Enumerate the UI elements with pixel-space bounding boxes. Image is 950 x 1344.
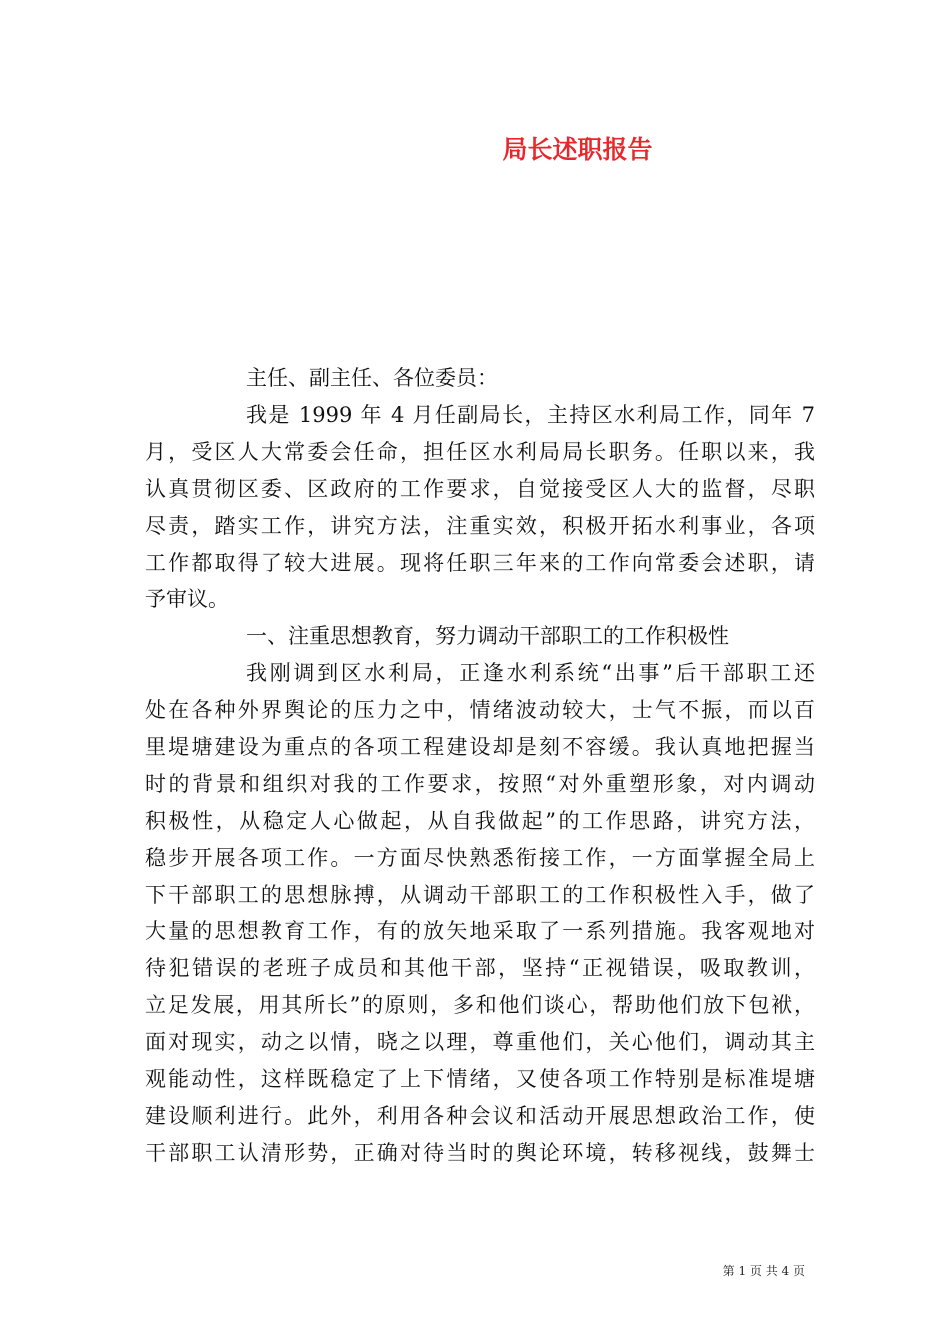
body-line: 面对现实，动之以情，晓之以理，尊重他们，关心他们，调动其主 bbox=[145, 1030, 815, 1055]
body-line: 时的背景和组织对我的工作要求，按照“对外重塑形象，对内调动 bbox=[145, 771, 815, 796]
body-line: 我刚调到区水利局，正逢水利系统“出事”后干部职工还 bbox=[246, 661, 815, 686]
body-line: 待犯错误的老班子成员和其他干部，坚持“正视错误，吸取教训， bbox=[145, 956, 815, 981]
body-line: 立足发展，用其所长”的原则，多和他们谈心，帮助他们放下包袱， bbox=[145, 993, 815, 1018]
body-line: 观能动性，这样既稳定了上下情绪，又使各项工作特别是标准堤塘 bbox=[145, 1067, 815, 1092]
body-line: 建设顺利进行。此外，利用各种会议和活动开展思想政治工作，使 bbox=[145, 1103, 815, 1128]
body-line: 工作都取得了较大进展。现将任职三年来的工作向常委会述职，请 bbox=[145, 550, 815, 575]
body-text bbox=[145, 397, 815, 1172]
body-line: 干部职工认清形势，正确对待当时的舆论环境，转移视线，鼓舞士 bbox=[145, 1140, 815, 1165]
body-line: 尽责，踏实工作，讲究方法，注重实效，积极开拓水利事业，各项 bbox=[145, 513, 815, 538]
greeting-line: 主任、副主任、各位委员： bbox=[246, 366, 498, 390]
body-line: 里堤塘建设为重点的各项工程建设却是刻不容缓。我认真地把握当 bbox=[145, 735, 815, 760]
body-line: 下干部职工的思想脉搏，从调动干部职工的工作积极性入手，做了 bbox=[145, 882, 815, 907]
body-line: 一、注重思想教育，努力调动干部职工的工作积极性 bbox=[246, 624, 729, 649]
body-line: 月，受区人大常委会任命，担任区水利局局长职务。任职以来，我 bbox=[145, 439, 815, 464]
body-line: 大量的思想教育工作，有的放矢地采取了一系列措施。我客观地对 bbox=[145, 919, 815, 944]
body-line: 积极性，从稳定人心做起，从自我做起”的工作思路，讲究方法， bbox=[145, 808, 815, 833]
body-line: 予审议。 bbox=[145, 587, 229, 612]
body-line: 我是 1999 年 4 月任副局长，主持区水利局工作，同年 7 bbox=[246, 403, 815, 427]
body-line: 认真贯彻区委、区政府的工作要求，自觉接受区人大的监督，尽职 bbox=[145, 476, 815, 501]
body-line: 稳步开展各项工作。一方面尽快熟悉衔接工作，一方面掌握全局上 bbox=[145, 845, 815, 870]
page-number: 第 1 页 共 4 页 bbox=[722, 1264, 805, 1278]
document-title: 局长述职报告 bbox=[502, 135, 653, 164]
body-line: 处在各种外界舆论的压力之中，情绪波动较大，士气不振，而以百 bbox=[145, 698, 815, 723]
